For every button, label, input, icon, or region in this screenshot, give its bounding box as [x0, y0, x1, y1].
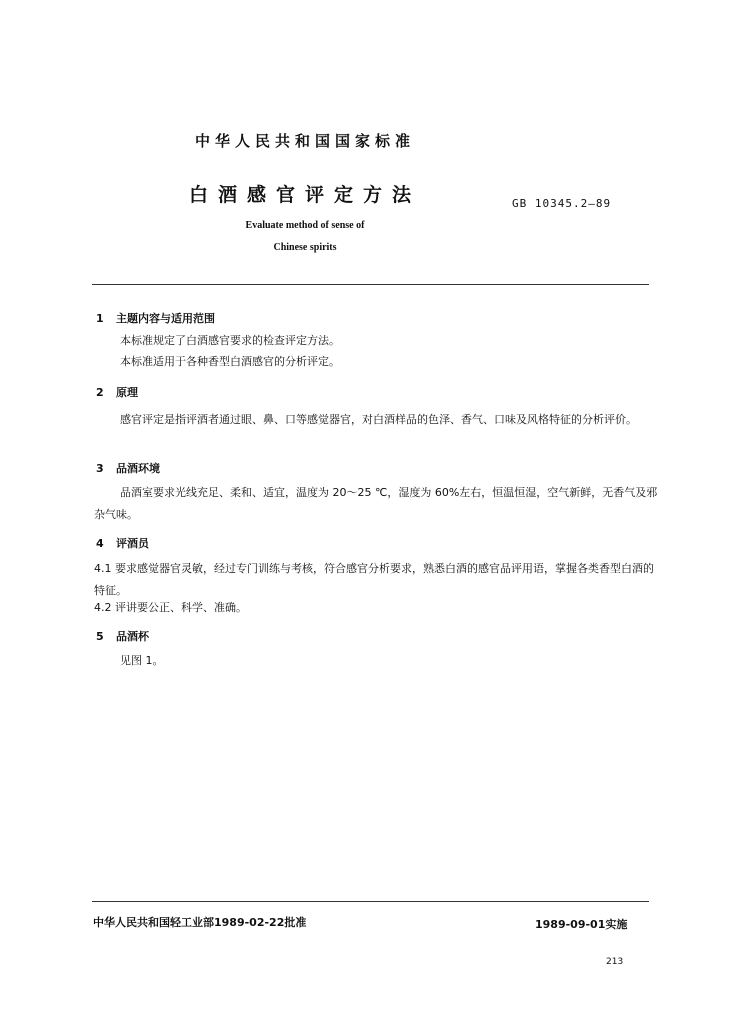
- section-title: 主题内容与适用范围: [116, 312, 215, 325]
- section-heading: [96, 460, 160, 476]
- paragraph: 4.2 评讲要公正、科学、准确。: [94, 601, 247, 614]
- document-title: 白酒感官评定方法: [188, 184, 421, 206]
- section-number: 3: [96, 462, 104, 475]
- footer-divider: [92, 901, 649, 902]
- standard-organization: 中华人民共和国国家标准: [194, 132, 415, 150]
- section-title: 品酒环境: [116, 462, 160, 475]
- standard-code: GB 10345.2—89: [512, 197, 612, 210]
- paragraph: 见图 1。: [120, 654, 164, 667]
- section-number: 4: [96, 537, 104, 550]
- section-heading: [96, 384, 138, 400]
- section-heading: [96, 310, 215, 326]
- section-title: 品酒杯: [116, 630, 149, 643]
- english-title-line-2: Chinese spirits: [273, 242, 337, 253]
- paragraph: 本标准规定了白酒感官要求的检查评定方法。: [120, 334, 340, 347]
- section-title: 评酒员: [116, 537, 149, 550]
- section-heading: [96, 535, 149, 551]
- english-title-line-1: Evaluate method of sense of: [245, 220, 365, 231]
- paragraph: 感官评定是指评酒者通过眼、鼻、口等感觉器官，对白酒样品的色泽、香气、口味及风格特征的分析评价。: [120, 413, 637, 426]
- page-number: 213: [606, 957, 624, 967]
- paragraph: 4.1 要求感觉器官灵敏，经过专门训练与考核，符合感官分析要求，熟悉白酒的感官品评用语，掌握各类香型白酒的特征。: [94, 562, 654, 597]
- section-number: 5: [96, 630, 104, 643]
- section-heading: [96, 628, 149, 644]
- paragraph: 本标准适用于各种香型白酒感官的分析评定。: [120, 355, 340, 368]
- section-number: 1: [96, 312, 104, 325]
- header-divider: [92, 284, 649, 285]
- paragraph: 品酒室要求光线充足、柔和、适宜，温度为 20～25 ℃，湿度为 60%左右，恒温恒湿，空气新鲜，无香气及邪杂气味。: [94, 486, 658, 521]
- section-number: 2: [96, 386, 104, 399]
- approval-line: 中华人民共和国轻工业部1989-02-22批准: [93, 916, 307, 929]
- implementation-date: 1989-09-01实施: [535, 918, 628, 931]
- section-title: 原理: [116, 386, 138, 399]
